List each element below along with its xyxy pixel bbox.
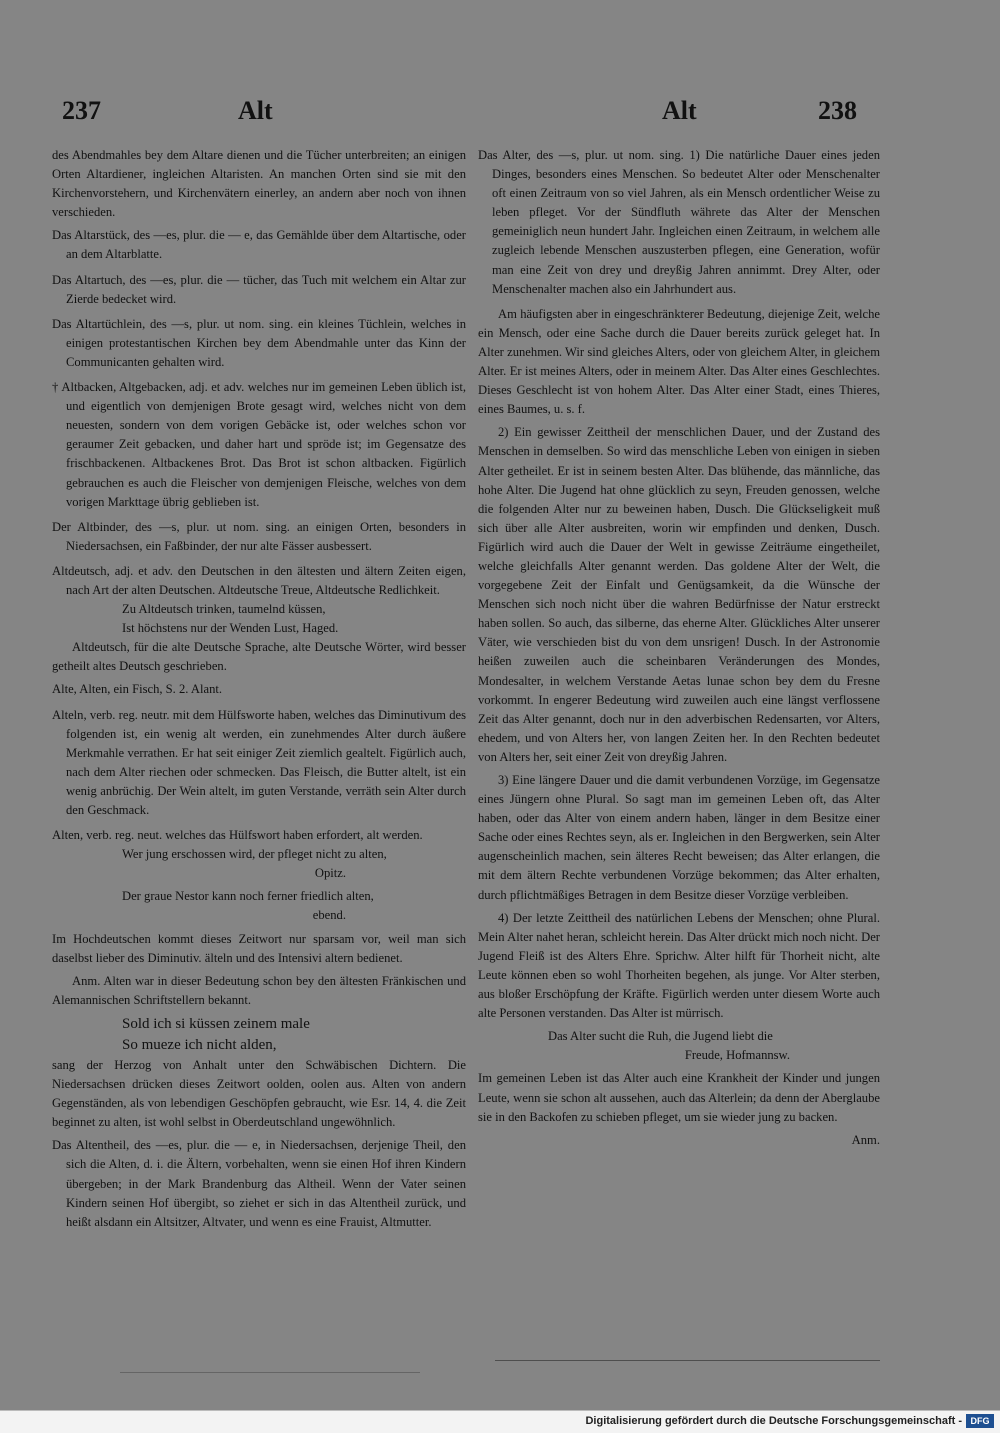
right-column	[478, 146, 880, 1150]
verse-line: Zu Altdeutsch trinken, taumelnd küssen,	[122, 602, 326, 617]
verse-line: Sold ich si küssen zeinem male	[122, 1015, 310, 1032]
entry-alteln: Alteln, verb. reg. neutr. mit dem Hülfsworte haben, welches das Diminutivum des folgenden ist, ein wenig alt werden, ein zunehmendes Alter durch äußere Merkmahle verrathen. Er hat seit einiger Zeit ziemlich gealtelt. Figürlich auch, nach dem Alter riechen oder schmecken. Das Fleisch, die Butter altelt, ist ein wenig anbrüchig. Der Wein altelt, im guten Verstande, verräth sein Alter durch den Geschmack.	[52, 707, 466, 817]
entry-text: sang der Herzog von Anhalt unter den Schwäbischen Dichtern. Die Niedersachsen drücken dieses Zeitwort oolden, oolen aus. Alten von andern Gegenständen, als von lebendigen Geschöpfen gebraucht, wie Esr. 14, 4. die Zeit beginnet zu alten, ist wohl selbst in Oberdeutschland ungewöhnlich.	[52, 1057, 466, 1130]
entry-text: Im gemeinen Leben ist das Alter auch eine Krankheit der Kinder und jungen Leute, wenn sie schon alt aussehen, auch das Alterlein; da denn der Aberglaube sie in den Backofen zu schieben pfleget, um sie wieder jung zu backen.	[478, 1071, 880, 1124]
catchword: Anm.	[851, 1132, 880, 1147]
entry-altdeutsch: Altdeutsch, adj. et adv. den Deutschen in den ältesten und ältern Zeiten eigen, nach Art der alten Deutschen. Altdeutsche Treue, Altdeutsche Redlichkeit.	[52, 563, 466, 597]
verse-line: Ist höchstens nur der Wenden Lust, Haged.	[122, 621, 339, 636]
dfg-logo: DFG	[966, 1414, 994, 1428]
entry-text: Altdeutsch, für die alte Deutsche Sprache, alte Deutsche Wörter, wird besser getheilt altes Deutsch geschrieben.	[52, 640, 466, 674]
scan-artifact-line	[120, 1372, 420, 1373]
entry-altbacken: † Altbacken, Altgebacken, adj. et adv. welches nur im gemeinen Leben üblich ist, und eigentlich von demjenigen Brote gesagt wird, welches nicht von dem neuesten, sondern von dem vorigen Gebäcke ist, oder welches schon vor geraumer Zeit gebacken, und daher hart und spröde ist; im Gegensatze des frischbackenen. Altbackenes Brot. Das Brot ist schon altbacken. Figürlich gebrauchen es auch die Fleischer von demjenigen Fleische, welches von dem vorigen Markttage übrig geblieben ist.	[52, 380, 466, 509]
entry-alter: Das Alter, des —s, plur. ut nom. sing. 1) Die natürliche Dauer eines jeden Dinges, besonders eines Menschen. So bedeutet Alter oder Menschenalter oft einen Zeitraum von so viel Jahren, als ein Mensch ordentlicher Weise zu leben pfleget. Vor der Sündfluth währete das Alter der Menschen gemeiniglich neun hundert Jahr. Ingleichen einen Zeitraum, in welchem alle zugleich lebende Menschen auszusterben pflegen, eine Generation, wofür man eine Zeit von drey und dreyßig Jahren annimmt. Drey Alter, oder Menschenalter machen also ein Jahrhundert aus.	[478, 148, 880, 296]
entry-text: 2) Ein gewisser Zeittheil der menschlichen Dauer, und der Zustand des Menschen in demselben. So wird das menschliche Leben von einigen in sieben Alter getheilet. Er ist in seinem besten Alter. Das blühende, das männliche, das hohe Alter. Die Jugend hat ohne glücklich zu seyn, Freuden genossen, welche die folgenden Alter nur zu beweinen haben, Dusch. Die Glückseligkeit muß sich über alle Alter ausbreiten, worin wir empfinden und denken, Dusch. Figürlich wird auch die Dauer der Welt in gewisse Zeiträume eingetheilet, welche gleichfalls Alter genannt werden. Das goldene Alter der Welt, die vorgegebene Zeit der Einfalt und Genügsamkeit, da die Wünsche der Menschen sich noch nicht über die wahren Bedürfnisse der Natur erstreckt haben sollen. So auch, das silberne, das eherne Alter. Glückliches Alter unserer Väter, wie verschieden bist du von dem unsrigen! Dusch. In der Astronomie heißen zuweilen auch die scheinbaren Veränderungen des Mondes, Mondesalter, in welchem Verstande Aetas lunae schon bey dem du Fresne vorkommt. In engerer Bedeutung wird zuweilen auch eine längst verflossene Zeit das Alter genannt, doch nur in den adverbischen Redensarten, vor Alters, ehedem, und von Alters her, von langen Zeiten her. In den Rechten bedeutet von Alters her, seit einer Zeit von dreyßig Jahren.	[478, 425, 880, 764]
left-page-number: 237	[62, 96, 101, 125]
entry-text: Im Hochdeutschen kommt dieses Zeitwort nur sparsam vor, weil man sich daselbst lieber des Diminutiv. älteln und des Intensivi altern bedienet.	[52, 931, 466, 965]
annotation-text: Anm. Alten war in dieser Bedeutung schon bey den ältesten Fränkischen und Alemannischen Schriftstellern bekannt.	[52, 973, 466, 1007]
entry-alten: Alten, verb. reg. neut. welches das Hülfswort haben erfordert, alt werden.	[52, 828, 423, 843]
verse-line: So mueze ich nicht alden,	[122, 1036, 277, 1053]
entry-altartuechlein: Das Altartüchlein, des —s, plur. ut nom. sing. ein kleines Tüchlein, welches in einigen protestantischen Kirchen bey dem Abendmahle unter das Kinn der Communicanten gehalten wird.	[52, 316, 466, 369]
verse-source: Opitz.	[314, 866, 346, 881]
digitization-footer	[0, 1410, 1000, 1433]
entry-altentheil: Das Altentheil, des —es, plur. die — e, in Niedersachsen, derjenige Theil, den sich die Alten, d. i. die Ältern, vorbehalten, wenn sie einen Hof ihren Kindern übergeben; in der Mark Brandenburg das Altheil. Wenn der Vater seinen Kindern seinen Hof übergibt, so ziehet er sich in das Altentheil zurück, und heißt alsdann ein Altsitzer, Altvater, und wenn es eine Frauist, Altmutter.	[52, 1138, 466, 1229]
left-running-title: Alt	[238, 96, 273, 125]
entry-text: Am häufigsten aber in eingeschränkterer Bedeutung, diejenige Zeit, welche ein Mensch, oder eine Sache durch die Dauer bereits zurück geleget hat. In Alter zunehmen. Wir sind gleiches Alters, oder von gleichem Alter, in gleichem Alter. Er ist meines Alters, oder in meinem Alter. Das Alter eines Geschlechtes. Dieses Geschlecht ist von hohem Alter. Das Alter einer Stadt, eines Thieres, eines Baumes, u. s. f.	[478, 306, 880, 417]
right-running-title: Alt	[662, 96, 697, 125]
verse-line: Wer jung erschossen wird, der pfleget nicht zu alten,	[122, 847, 387, 862]
verse-source: Freude, Hofmannsw.	[684, 1048, 790, 1063]
entry-text: 4) Der letzte Zeittheil des natürlichen Lebens der Menschen; ohne Plural. Mein Alter nahet heran, schleicht herein. Das Alter drückt mich noch nicht. Der Jugend Fleiß ist des Alters Ehre. Sprichw. Alter hilft für Thorheit nicht, alte Leute können eben so wohl Thorheiten begehen, als junge. Vor Alter sterben, aus bloßer Erschöpfung der Kräfte. Figürlich werden unter diesem Worte auch alte Personen verstanden. Das Alter ist mürrisch.	[478, 910, 880, 1021]
entry-alte: Alte, Alten, ein Fisch, S. 2. Alant.	[52, 682, 223, 697]
footer-credit: Digitalisierung gefördert durch die Deutsche Forschungsgemeinschaft -	[585, 1415, 962, 1427]
right-page-number: 238	[818, 96, 857, 125]
entry-altbinder: Der Altbinder, des —s, plur. ut nom. sing. an einigen Orten, besonders in Niedersachsen, ein Faßbinder, der nur alte Fässer ausbessert.	[52, 519, 466, 553]
entry-altarstueck: Das Altarstück, des —es, plur. die — e, das Gemählde über dem Altartische, oder an dem Altarblatte.	[52, 228, 466, 262]
verse-line: Das Alter sucht die Ruh, die Jugend liebt die	[548, 1029, 773, 1044]
entry-text: 3) Eine längere Dauer und die damit verbundenen Vorzüge, im Gegensatze eines Jüngern ohne Plural. So sagt man im gemeinen Leben oft, das Alter haben, oder das Alter von einem andern haben, länger in dem Besitze einer Sache oder eines Rechtes seyn, als er. Ingleichen in den Bergwerken, sein Alter augenscheinlich machen, sein älteres Recht beweisen; das Alter erlangen, die mit dem ältern Rechte verbundenen Vorzüge bekommen; das Alter erhalten, durch pflichtmäßiges Betragen in dem Besitze dieser Vorzüge verbleiben.	[478, 773, 880, 902]
scan-artifact-line	[495, 1360, 880, 1361]
entry-altartuch: Das Altartuch, des —es, plur. die — tücher, das Tuch mit welchem ein Altar zur Zierde bedecket wird.	[52, 272, 466, 306]
left-column	[52, 146, 466, 1238]
entry-text: des Abendmahles bey dem Altare dienen und die Tücher unterbreiten; an einigen Orten Altardiener, ingleichen Altaristen. An manchen Orten sind sie mit den Kirchenvorstehern, und Kirchenvätern einerley, an andern aber noch von ihnen verschieden.	[52, 148, 466, 220]
verse-source: ebend.	[312, 908, 346, 923]
verse-line: Der graue Nestor kann noch ferner friedlich alten,	[122, 889, 374, 904]
